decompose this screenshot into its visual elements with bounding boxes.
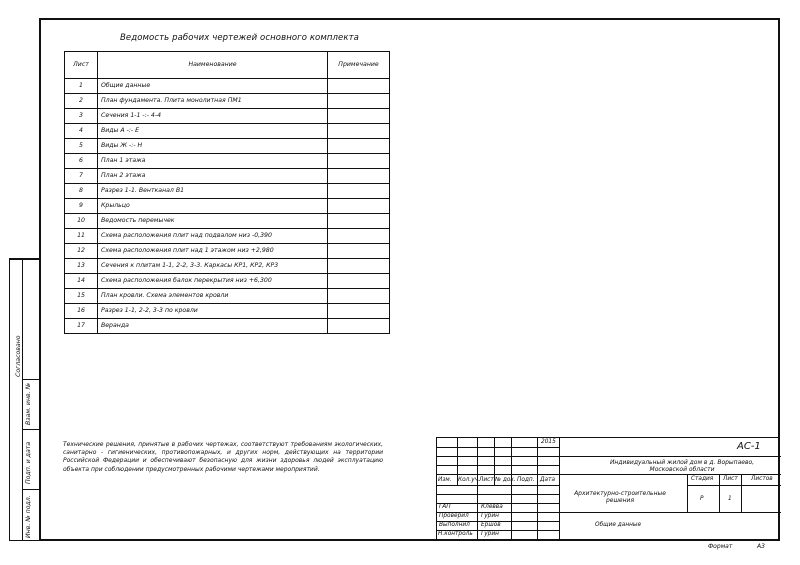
title-block <box>436 437 780 541</box>
sheet-name-cell: План 2 этажа <box>98 169 328 184</box>
sheet-number-cell: 11 <box>65 229 98 244</box>
format-value: А3 <box>757 543 765 550</box>
sheet-name-cell: Виды А -:- Е <box>98 124 328 139</box>
sheet-number-cell: 17 <box>65 319 98 334</box>
section-name: Архитектурно-строительные решения <box>574 490 666 504</box>
note-cell <box>328 229 390 244</box>
technical-notes: Технические решения, принятые в рабочих чертежах, соответствуют требованиям экологических, санитарно - гигиенических, противопожарных, и других норм, действующих на территории Российской Федерации и обеспечивают безопасную для жизни здоровья людей эксплуатацию объекта при соблюдении предусмотренных рабочими чертежами мероприятий. <box>63 441 383 473</box>
side-sign-date-label: Подп. и дата <box>25 441 32 484</box>
sheet-label: Лист <box>723 476 738 482</box>
table-row <box>65 289 390 304</box>
table-row <box>65 124 390 139</box>
sheet-number-cell: 9 <box>65 199 98 214</box>
table-row <box>65 169 390 184</box>
sheet-number-cell: 14 <box>65 274 98 289</box>
side-inv-orig-label: Инв. № подл. <box>25 495 32 538</box>
note-cell <box>328 79 390 94</box>
sheet-name-cell: Схема расположения плит над подвалом низ -0,390 <box>98 229 328 244</box>
role-ncontrol: Н.контроль <box>438 531 473 537</box>
sheet-title: Общие данные <box>595 522 642 528</box>
note-cell <box>328 139 390 154</box>
year: 2015 <box>541 439 556 445</box>
table-row <box>65 244 390 259</box>
sheet-number-cell: 13 <box>65 259 98 274</box>
sheet-name-cell: План 1 этажа <box>98 154 328 169</box>
drawings-register-table <box>64 51 390 334</box>
name-gap: Клевва <box>481 504 503 510</box>
role-checked: Проверил <box>439 513 469 519</box>
table-row <box>65 259 390 274</box>
sheet-number-cell: 6 <box>65 154 98 169</box>
sheet-number-cell: 1 <box>65 79 98 94</box>
note-cell <box>328 259 390 274</box>
sheet-name-cell: Сечения к плитам 1-1, 2-2, 3-3. Каркасы КР1, КР2, КР3 <box>98 259 328 274</box>
table-row <box>65 139 390 154</box>
document-title: Ведомость рабочих чертежей основного комплекта <box>120 33 359 43</box>
sheet-number-cell: 8 <box>65 184 98 199</box>
name-checked: Гурин <box>481 513 499 519</box>
note-cell <box>328 274 390 289</box>
sheet-name-cell: Крыльцо <box>98 199 328 214</box>
sheet-name-cell: Ведомость перемычек <box>98 214 328 229</box>
table-row <box>65 154 390 169</box>
sheet-name-cell: Разрез 1-1. Вентканал В1 <box>98 184 328 199</box>
sheets-label: Листов <box>751 476 773 482</box>
sheet-number-cell: 7 <box>65 169 98 184</box>
name-performed: Ершов <box>481 522 501 528</box>
column-header-sheet: Лист <box>65 52 98 79</box>
side-inv-replace-label: Взам. инв. № <box>25 382 32 425</box>
drawing-code: АС-1 <box>737 441 761 452</box>
sheet-name-cell: Схема расположения балок перекрытия низ +6,300 <box>98 274 328 289</box>
sheet-number-cell: 16 <box>65 304 98 319</box>
table-body <box>65 79 390 334</box>
table-row <box>65 184 390 199</box>
sheet-number-cell: 10 <box>65 214 98 229</box>
note-cell <box>328 304 390 319</box>
sheet-name-cell: Схема расположения плит над 1 этажом низ +2,980 <box>98 244 328 259</box>
note-cell <box>328 109 390 124</box>
table-row <box>65 199 390 214</box>
note-cell <box>328 154 390 169</box>
tb-header-sheet: Лист <box>479 477 494 483</box>
note-cell <box>328 94 390 109</box>
note-cell <box>328 199 390 214</box>
tb-header-date: Дата <box>540 477 556 483</box>
table-row <box>65 319 390 334</box>
note-cell <box>328 214 390 229</box>
sheet-number-cell: 15 <box>65 289 98 304</box>
sheet-name-cell: Разрез 1-1, 2-2, 3-3 по кровли <box>98 304 328 319</box>
stage-label: Стадия <box>691 476 714 482</box>
table-row <box>65 94 390 109</box>
note-cell <box>328 184 390 199</box>
table-row <box>65 109 390 124</box>
name-ncontrol: Гурин <box>481 531 499 537</box>
object-name: Индивидуальный жилой дом в д. Ворыпаево, Московской области <box>609 459 755 473</box>
tb-header-sign: Подп. <box>517 477 535 483</box>
table-row <box>65 79 390 94</box>
sheet-name-cell: Сечения 1-1 -:- 4-4 <box>98 109 328 124</box>
sheet-name-cell: Веранда <box>98 319 328 334</box>
table-row <box>65 229 390 244</box>
sheet-name-cell: Виды Ж -:- Н <box>98 139 328 154</box>
note-cell <box>328 289 390 304</box>
role-gap: ГАП <box>439 504 451 510</box>
role-performed: Выполнил <box>439 522 470 528</box>
note-cell <box>328 244 390 259</box>
sheet-number-cell: 4 <box>65 124 98 139</box>
sheet-number-cell: 12 <box>65 244 98 259</box>
table-row <box>65 304 390 319</box>
side-agreed-label: Согласовано <box>15 335 22 377</box>
table-row <box>65 214 390 229</box>
sheet-number-cell: 2 <box>65 94 98 109</box>
sheet-name-cell: Общие данные <box>98 79 328 94</box>
sheet-name-cell: План фундамента. Плита монолитная ПМ1 <box>98 94 328 109</box>
table-header-row <box>65 52 390 79</box>
note-cell <box>328 319 390 334</box>
sheet-number-cell: 3 <box>65 109 98 124</box>
sheet-number-cell: 5 <box>65 139 98 154</box>
sheet-value: 1 <box>728 496 732 502</box>
tb-header-doc: № док. <box>495 477 516 483</box>
tb-header-qty: Кол.уч. <box>458 477 480 483</box>
note-cell <box>328 169 390 184</box>
format-label: Формат <box>708 543 733 550</box>
column-header-note: Примечание <box>328 52 390 79</box>
side-stamp <box>9 258 39 541</box>
stage-value: Р <box>700 496 704 502</box>
sheet-name-cell: План кровли. Схема элементов кровли <box>98 289 328 304</box>
table-row <box>65 274 390 289</box>
tb-header-rev: Изм. <box>438 477 452 483</box>
column-header-name: Наименование <box>98 52 328 79</box>
note-cell <box>328 124 390 139</box>
